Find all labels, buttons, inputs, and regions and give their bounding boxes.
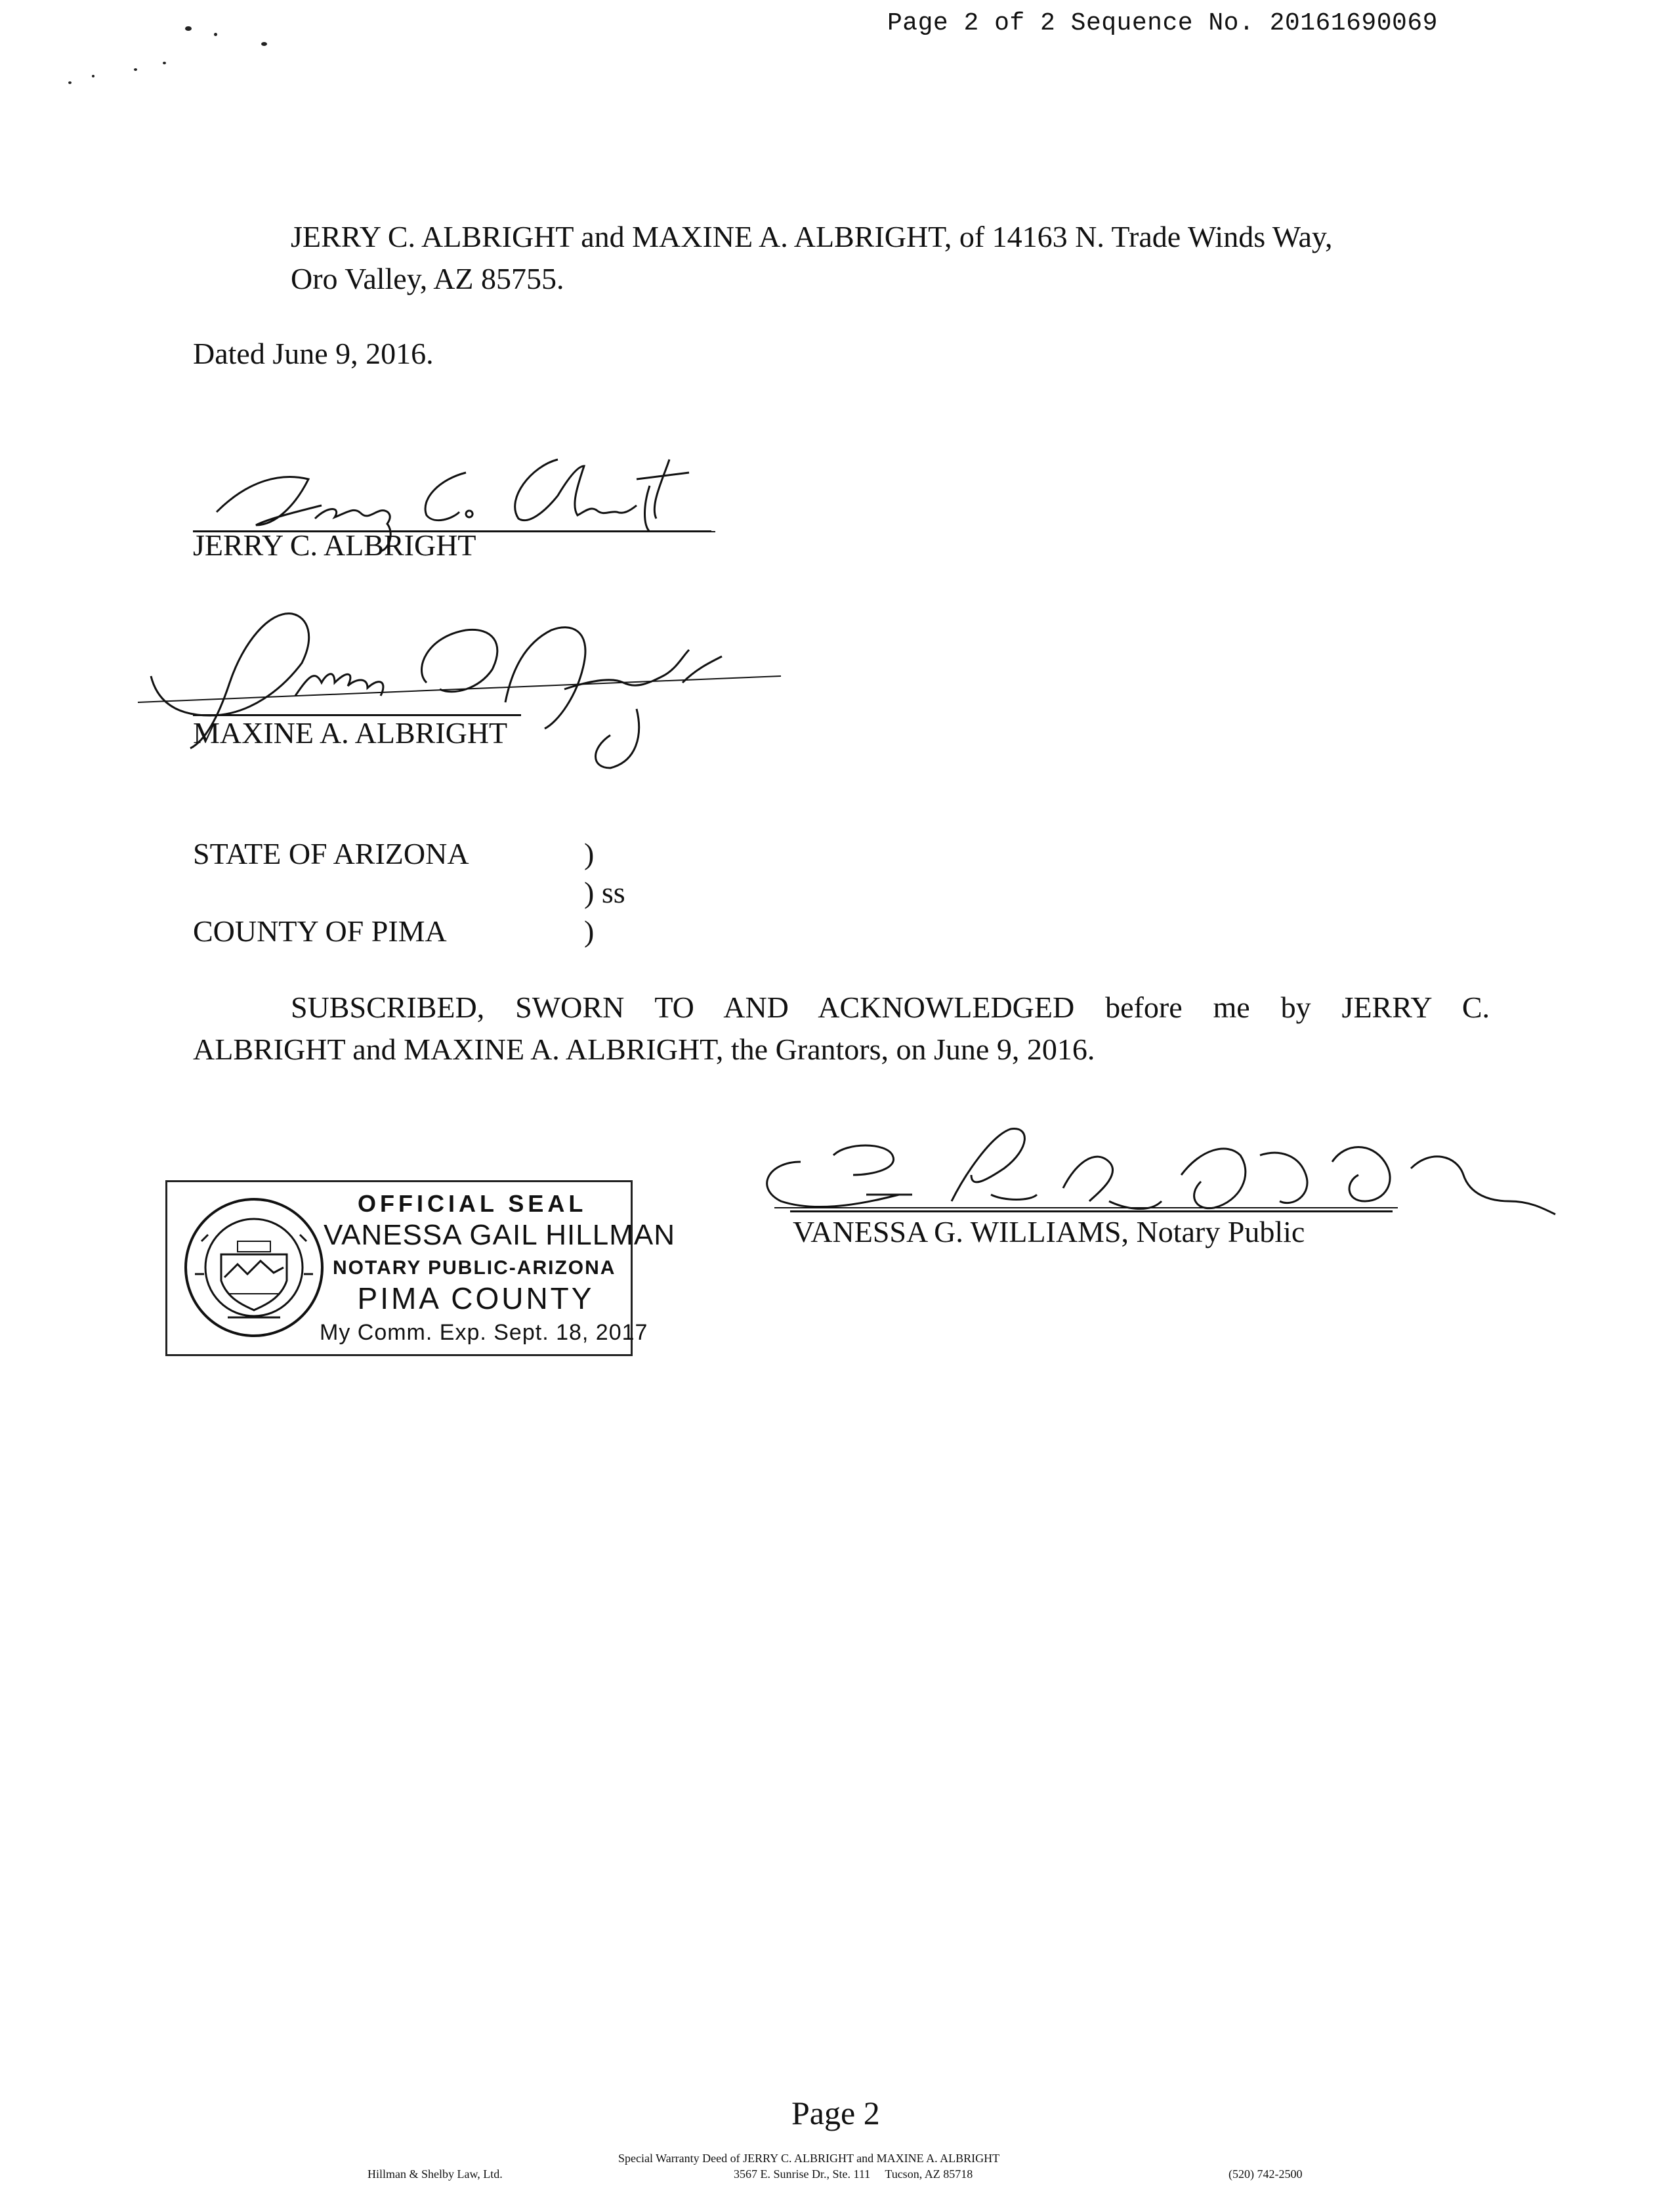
great-seal-emblem	[182, 1195, 326, 1340]
seal-notary-name: VANESSA GAIL HILLMAN	[324, 1219, 675, 1251]
footer-address: 3567 E. Sunrise Dr., Ste. 111 Tucson, AZ 85718	[734, 2167, 973, 2181]
scan-speck	[214, 33, 217, 36]
dated-line: Dated June 9, 2016.	[193, 337, 434, 370]
seal-county: PIMA COUNTY	[357, 1281, 595, 1315]
footer-phone: (520) 742-2500	[1228, 2167, 1303, 2181]
footer-firm: Hillman & Shelby Law, Ltd.	[368, 2167, 503, 2181]
scan-speck	[68, 81, 72, 84]
page-sequence-header: Page 2 of 2 Sequence No. 20161690069	[887, 9, 1438, 37]
scan-speck	[163, 62, 166, 64]
notary-name: VANESSA G. WILLIAMS, Notary Public	[793, 1215, 1305, 1248]
grantee-line-2: Oro Valley, AZ 85755.	[291, 262, 564, 295]
venue-ss: ) ss	[584, 876, 625, 909]
seal-expiration: My Comm. Exp. Sept. 18, 2017	[320, 1320, 648, 1345]
acknowledgment-line-1: SUBSCRIBED, SWORN TO AND ACKNOWLEDGED before me by JERRY C.	[291, 991, 1490, 1024]
maxine-albright-signature	[138, 591, 794, 788]
notary-seal-stamp	[165, 1180, 675, 1356]
signature-line	[790, 1210, 1393, 1212]
acknowledgment-line-2: ALBRIGHT and MAXINE A. ALBRIGHT, the Grantors, on June 9, 2016.	[193, 1033, 1095, 1066]
scan-speck	[92, 75, 94, 77]
grantee-line-1: JERRY C. ALBRIGHT and MAXINE A. ALBRIGHT, of 14163 N. Trade Winds Way,	[291, 220, 1333, 253]
scan-speck	[134, 68, 137, 71]
seal-notary-line: NOTARY PUBLIC-ARIZONA	[333, 1257, 616, 1279]
venue-state: STATE OF ARIZONA	[193, 837, 469, 870]
venue-paren: )	[584, 837, 595, 870]
venue-paren: )	[584, 914, 595, 948]
seal-title: OFFICIAL SEAL	[358, 1190, 587, 1217]
grantor-name-maxine: MAXINE A. ALBRIGHT	[193, 716, 508, 750]
scan-speck	[185, 26, 192, 31]
grantor-name-jerry: JERRY C. ALBRIGHT	[193, 528, 476, 562]
venue-county: COUNTY OF PIMA	[193, 914, 447, 948]
scan-speck	[261, 42, 267, 46]
page-number: Page 2	[791, 2095, 880, 2131]
footer-deed-title: Special Warranty Deed of JERRY C. ALBRIGHT and MAXINE A. ALBRIGHT	[618, 2152, 1000, 2165]
